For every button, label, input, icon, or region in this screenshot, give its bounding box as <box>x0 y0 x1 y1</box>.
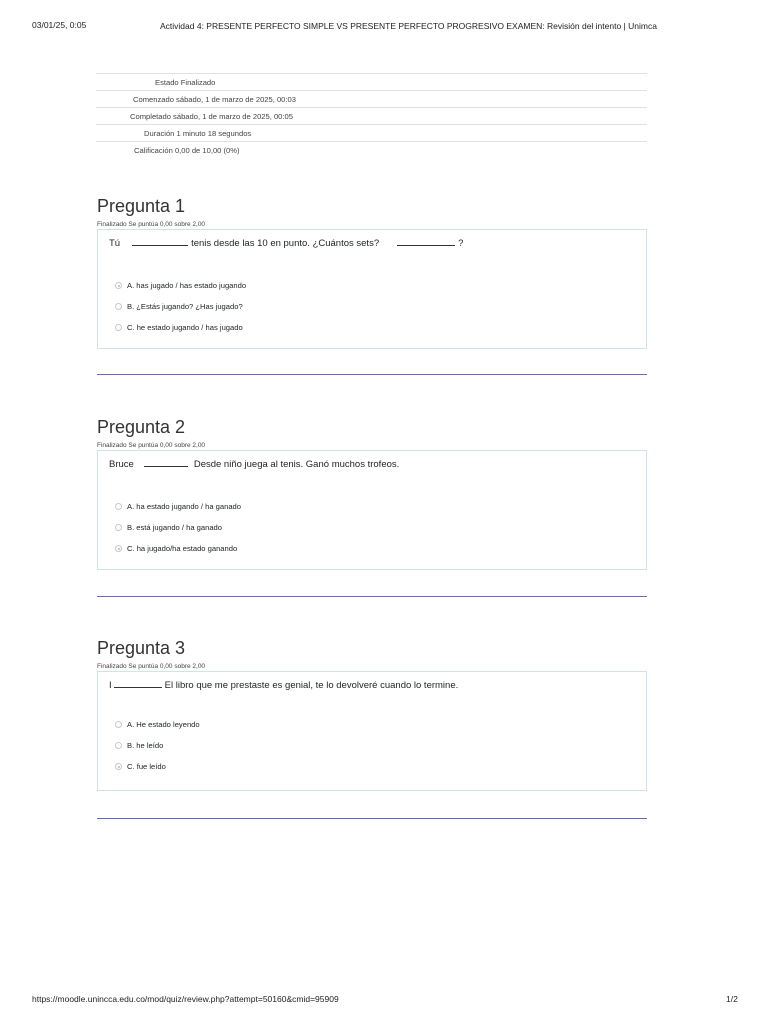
radio-icon[interactable] <box>115 545 122 552</box>
answer-option-a[interactable]: A. He estado leyendo <box>115 714 200 735</box>
radio-icon[interactable] <box>115 282 122 289</box>
print-header <box>0 20 768 34</box>
radio-icon[interactable] <box>115 721 122 728</box>
radio-icon[interactable] <box>115 763 122 770</box>
question-info: Finalizado Se puntúa 0,00 sobre 2,00 <box>97 221 206 228</box>
radio-icon[interactable] <box>115 503 122 510</box>
question-3 <box>97 637 647 791</box>
page-number: 1/2 <box>726 994 738 1004</box>
answer-option-b[interactable]: B. ¿Estás jugando? ¿Has jugado? <box>115 296 246 317</box>
question-info: Finalizado Se puntúa 0,00 sobre 2,00 <box>97 442 206 449</box>
question-text: Bruce Desde niño juega al tenis. Ganó muchos trofeos. <box>109 459 400 470</box>
answer-list <box>115 275 246 338</box>
question-box <box>97 450 647 570</box>
blank-2 <box>397 244 455 246</box>
summary-row-grade: Calificación 0,00 de 10,00 (0%) <box>96 141 647 158</box>
question-separator <box>97 818 647 819</box>
question-title: Pregunta 3 <box>97 638 186 658</box>
answer-option-c[interactable]: C. he estado jugando / has jugado <box>115 317 246 338</box>
blank-1 <box>114 686 162 688</box>
answer-option-b[interactable]: B. está jugando / ha ganado <box>115 517 241 538</box>
radio-icon[interactable] <box>115 524 122 531</box>
question-text: Tú tenis desde las 10 en punto. ¿Cuántos sets? ? <box>109 238 464 249</box>
question-1 <box>97 195 647 349</box>
question-title: Pregunta 2 <box>97 417 186 437</box>
summary-row-started: Comenzado sábado, 1 de marzo de 2025, 00:03 <box>96 90 647 107</box>
print-date: 03/01/25, 0:05 <box>32 20 87 30</box>
radio-icon[interactable] <box>115 303 122 310</box>
page-url: https://moodle.unincca.edu.co/mod/quiz/review.php?attempt=50160&cmid=95909 <box>32 994 339 1004</box>
summary-row-completed: Completado sábado, 1 de marzo de 2025, 00:05 <box>96 107 647 124</box>
answer-option-c[interactable]: C. ha jugado/ha estado ganando <box>115 538 241 559</box>
answer-option-a[interactable]: A. has jugado / has estado jugando <box>115 275 246 296</box>
answer-list <box>115 714 200 777</box>
answer-option-a[interactable]: A. ha estado jugando / ha ganado <box>115 496 241 517</box>
radio-icon[interactable] <box>115 742 122 749</box>
blank-1 <box>144 465 188 467</box>
radio-icon[interactable] <box>115 324 122 331</box>
question-title: Pregunta 1 <box>97 196 186 216</box>
blank-1 <box>132 244 188 246</box>
attempt-summary-table <box>96 73 647 158</box>
answer-option-c[interactable]: C. fue leído <box>115 756 200 777</box>
question-separator <box>97 596 647 597</box>
question-info: Finalizado Se puntúa 0,00 sobre 2,00 <box>97 663 206 670</box>
question-text: I El libro que me prestaste es genial, te lo devolveré cuando lo termine. <box>109 680 459 691</box>
answer-list <box>115 496 241 559</box>
print-page-title: Actividad 4: PRESENTE PERFECTO SIMPLE VS PRESENTE PERFECTO PROGRESIVO EXAMEN: Revisión del intento | Unimca <box>160 21 657 31</box>
question-separator <box>97 374 647 375</box>
answer-option-b[interactable]: B. he leído <box>115 735 200 756</box>
question-2 <box>97 416 647 570</box>
question-box <box>97 671 647 791</box>
summary-row-status: Estado Finalizado <box>96 73 647 90</box>
question-box <box>97 229 647 349</box>
summary-row-duration: Duración 1 minuto 18 segundos <box>96 124 647 141</box>
